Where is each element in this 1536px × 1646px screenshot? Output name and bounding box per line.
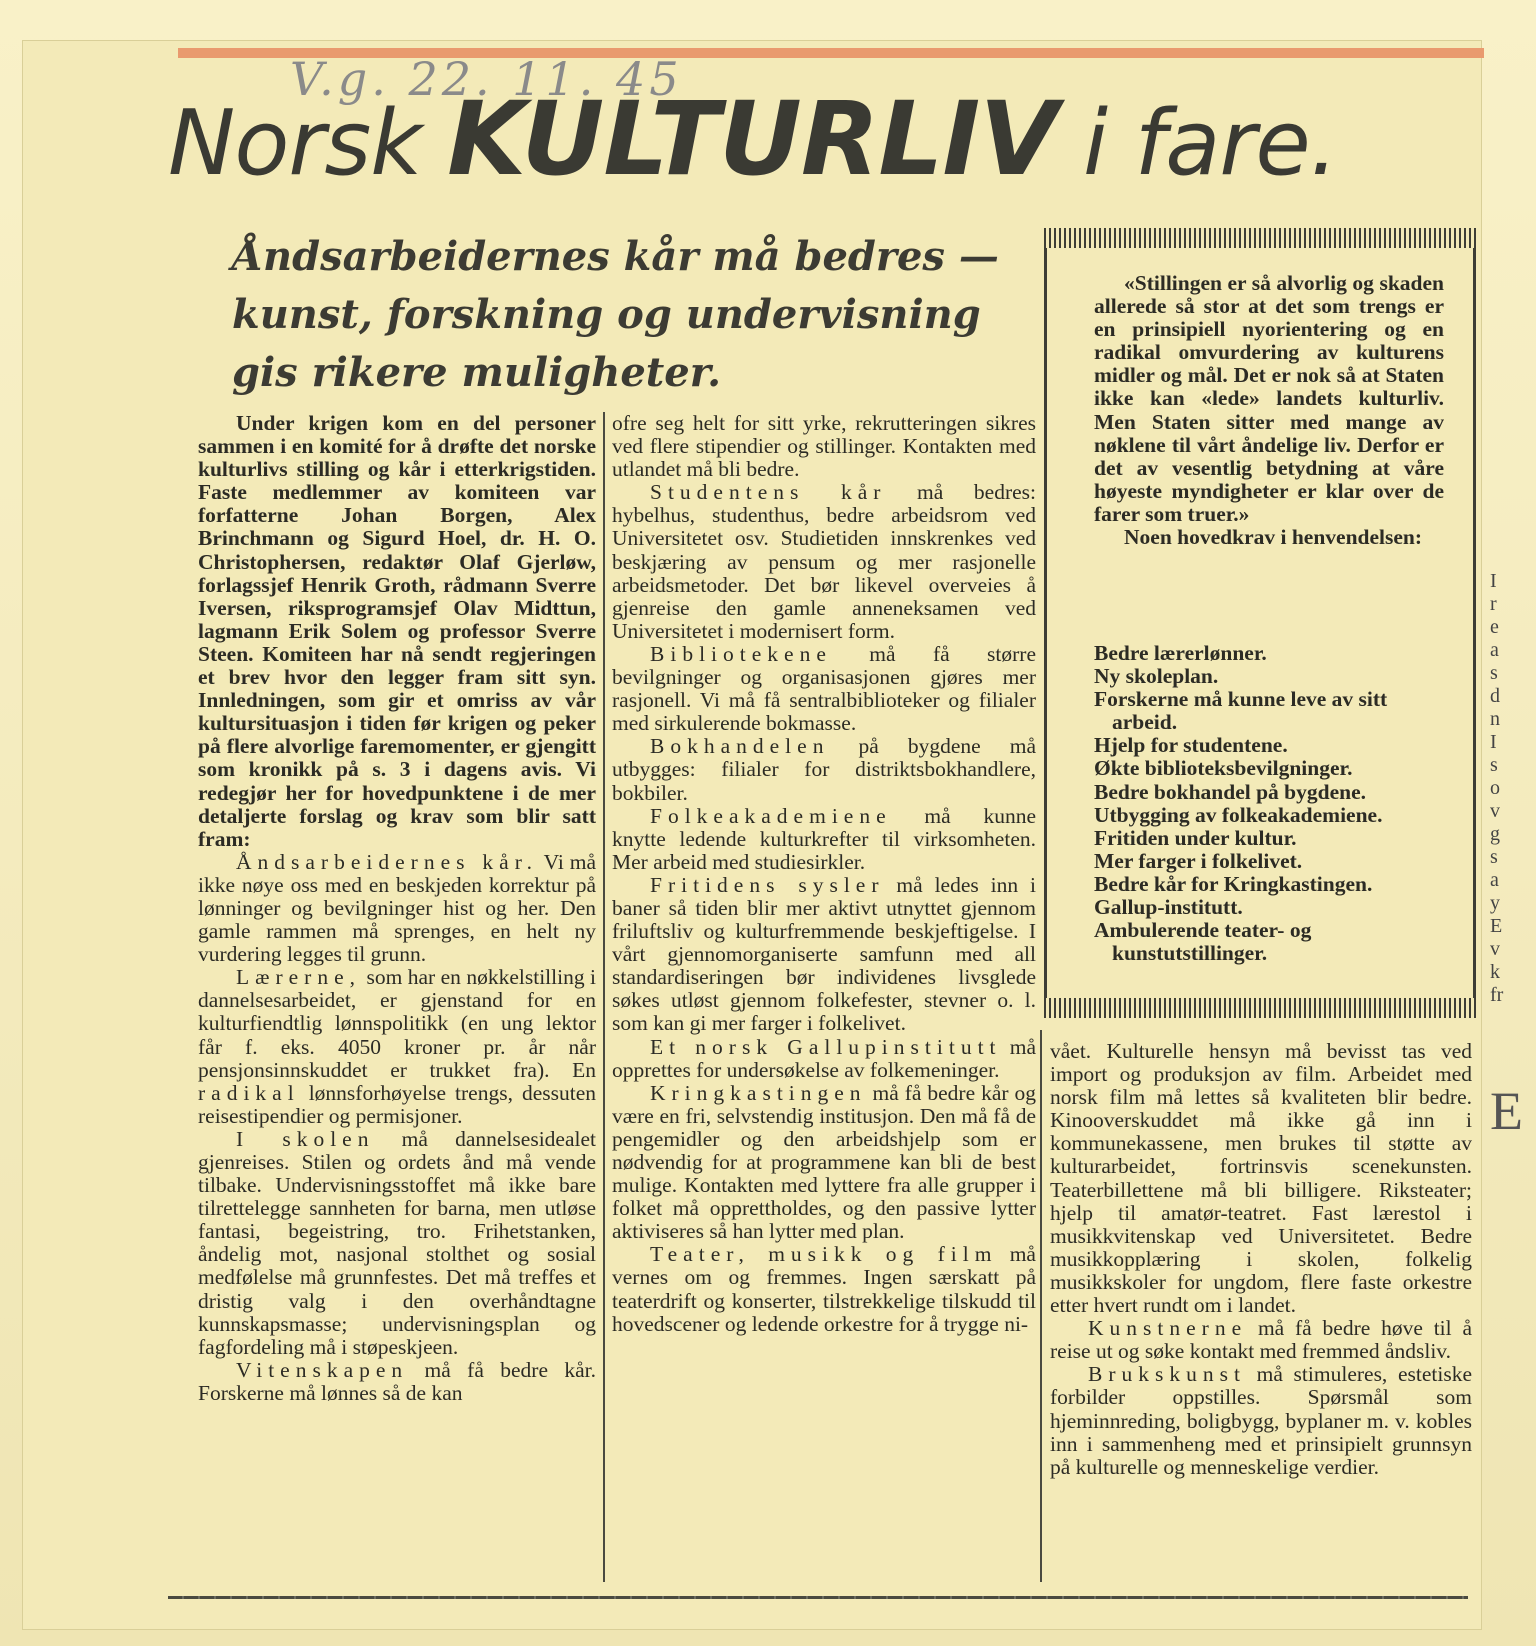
paragraph-skolen: [198, 1128, 596, 1359]
paragraph-text: må stimuleres, estetiske forbilder oppstilles. Spørsmål som hjeminnreding, boligbygg, byplaner m. v. kobles inn i sammenheng med et prinsipielt grunnsyn på kulturelle og menneskelige verdier.: [1050, 1362, 1472, 1479]
subheadline-line-1: Åndsarbeidernes kår må bedres —: [232, 233, 999, 280]
paragraph-text: må dannelsesidealet gjenreises. Stilen og ordets ånd må vende tilbake. Undervisningsstoffet må ikke bare tilrettelegge sannheten for barna, men utløse fantasi, begeistring, tro. Frihetstanken, åndelig mot, nasjonal stolthet og sosial medfølelse må grunnfestes. Det må treffes et dristig valg i den overhåndtagne kunnskapsmasse; undervisningsplan og fagfordeling må i støpeskjeen.: [198, 1126, 596, 1359]
lead-words: Kunstnerne: [1088, 1316, 1248, 1341]
list-item: Mer farger i folkelivet.: [1094, 848, 1303, 873]
paragraph-text: må få bedre høve til å reise ut og søke kontakt med fremmed åndsliv.: [1050, 1316, 1472, 1364]
list-item: Bedre lærerlønner.: [1094, 641, 1267, 665]
highlight-box: [1044, 228, 1476, 1018]
fragment-letter: s: [1490, 662, 1498, 684]
list-item: Bedre bokhandel på bygdene.: [1094, 779, 1367, 804]
paragraph-continued: ofre seg helt for sitt yrke, rekrutteringen sikres ved flere stipendier og stillinger. Kontakten med utlandet må bli bedre.: [612, 411, 1036, 482]
headline-part-1: Norsk: [168, 91, 422, 196]
lead-words: Vitenskapen: [236, 1357, 409, 1382]
lead-words: Teater, musikk og film: [650, 1242, 998, 1267]
box-border-left: [1044, 248, 1047, 998]
fragment-letter: a: [1490, 639, 1499, 661]
lead-words: Bibliotekene: [650, 641, 832, 666]
lead-words: Folkeakademiene: [650, 803, 892, 828]
paragraph-bokhandelen: [612, 735, 1036, 804]
paragraph-bibliotekene: [612, 643, 1036, 735]
lead-words: Et norsk Gallupinstitutt: [650, 1034, 1002, 1059]
fragment-letter: d: [1490, 685, 1500, 707]
adjacent-article-big-letter: E: [1490, 1081, 1523, 1141]
paragraph-text: må kunne knytte ledende kulturkrefter til virksomheten. Mer arbeid med studiesirkler.: [612, 803, 1036, 874]
fragment-letter: v: [1490, 938, 1500, 960]
handwritten-date: V.g. 22. 11. 45: [290, 52, 683, 106]
lead-words: Bokhandelen: [650, 734, 830, 759]
fragment-letter: s: [1490, 754, 1498, 776]
paragraph-text: lønnsforhøyelse trengs, dessuten reisestipendier og permisjoner.: [198, 1080, 596, 1128]
headline-part-3: i fare.: [1082, 91, 1338, 196]
paragraph-text: må ledes inn i baner så tiden blir mer aktivt utnyttet gjennom friluftsliv og kulturfremmende beskjeftigelse. I vårt gjennomorganiserte samfunn med all standardiseringen bør individenes livsglede søkes utløst gjennom folkefester, stevner o. l. som kan gi mer farger i folkelivet.: [612, 872, 1037, 1036]
fragment-letter: fr: [1490, 984, 1504, 1006]
fragment-letter: a: [1490, 869, 1499, 891]
demands-list: [1094, 642, 1454, 965]
paragraph-andsarbeidernes: [198, 851, 596, 966]
paragraph-fritidens: [612, 874, 1036, 1036]
paragraph-text: som har en nøkkelstilling i dannelsesarbeidet, er gjenstand for en kulturfiendtlig lønnspolitikk (en ung lektor får f. eks. 4050 kroner pr. år når pensjonsinnskuddet er trukket fra). En: [198, 965, 596, 1082]
subheadline: [232, 228, 1002, 402]
lead-words: I skolen: [236, 1126, 375, 1151]
paragraph-text: må få bedre kår. Forskerne må lønnes så de kan: [198, 1357, 596, 1405]
column-2: [612, 412, 1036, 1336]
paragraph-teater: [612, 1243, 1036, 1335]
fragment-letter: r: [1490, 593, 1497, 615]
paragraph-kringkastingen: [612, 1082, 1036, 1244]
spaced-word: radikal: [198, 1080, 300, 1105]
column-3: [1050, 1040, 1472, 1479]
paragraph-text: må bedres: hybelhus, studenthus, bedre arbeidsrom ved Universitetet osv. Studietiden innskrenkes ved beskjæring av pensum og mer rasjonelle arbeidsmetoder. Det bør likevel overveies å gjenreise den gamle anneneksamen ved Universitetet i modernisert form.: [612, 480, 1036, 643]
paragraph-laererne: [198, 966, 596, 1128]
box-border-right: [1473, 248, 1476, 998]
lead-words: Åndsarbeidernes kår.: [236, 849, 539, 874]
paragraph-text: Vi må ikke nøye oss med en beskjeden korrektur på lønninger og bevilgninger hist og her. Den gamle rammen må sprenges, en helt ny vurdering legges til grunn.: [198, 849, 596, 967]
lead-words: Brukskunst: [1088, 1362, 1246, 1387]
fragment-letter: s: [1490, 846, 1498, 868]
list-item: Bedre kår for Kringkastingen.: [1094, 871, 1373, 896]
fragment-letter: E: [1490, 915, 1503, 937]
intro-paragraph: Under krigen kom en del personer sammen i en komité for å drøfte det norske kulturlivs stilling og kår i etterkrigstiden. Faste medlemmer av komiteen var forfatterne Johan Borgen, Alex Brinchmann og Sigurd Hoel, dr. H. O. Christophersen, redaktør Olaf Gjerløw, forlagssjef Henrik Groth, rådmann Sverre Iversen, riksprogramsjef Olav Midttun, lagmann Erik Solem og professor Sverre Steen. Komiteen har nå sendt regjeringen et brev hvor den legger fram sitt syn. Innledningen, som gir et omriss av vår kultursituasjon i tiden før krigen og peker på flere alvorlige faremomenter, er gjengitt som kronikk på s. 3 i dagens avis. Vi redegjør her for hovedpunktene i de mer detaljerte forslag og krav som blir satt fram:: [198, 411, 596, 851]
fragment-letter: o: [1490, 777, 1500, 799]
paragraph-folkeakademiene: [612, 805, 1036, 874]
adjacent-article-fragment: [1490, 570, 1532, 1007]
list-item: Ny skoleplan.: [1094, 664, 1219, 689]
headline: [168, 80, 1488, 210]
subheadline-line-3: gis rikere muligheter.: [232, 349, 722, 396]
fragment-letter: g: [1490, 823, 1500, 845]
fragment-letter: I: [1490, 570, 1497, 592]
paragraph-vitenskapen: [198, 1359, 596, 1405]
list-item: Ambulerende teater- og kunstutstillinger.: [1094, 918, 1312, 966]
paragraph-brukskunst: [1050, 1363, 1472, 1478]
paragraph-text: må vernes om og fremmes. Ingen særskatt på teaterdrift og konserter, tilstrekkelige tilskudd til hovedscener og ledende orkestre for å trygge ni-: [612, 1242, 1036, 1336]
fragment-letter: v: [1490, 800, 1500, 822]
box-quote: [1094, 272, 1444, 549]
demands-intro: Noen hovedkrav i henvendelsen:: [1124, 525, 1423, 550]
fragment-letter: n: [1490, 708, 1500, 730]
paragraph-kunstnerne: [1050, 1317, 1472, 1363]
paragraph-text: må få bedre kår og være en fri, selvstendig institusjon. Den må få de pengemidler og den arbeidshjelp som er nødvendig for at programmene kan bli de best mulige. Kontakten med lyttere fra alle grupper i folket må opprettholdes, og den passive lytter aktiviseres så han lytter med plan.: [612, 1080, 1036, 1244]
list-item: Økte biblioteksbevilgninger.: [1094, 756, 1353, 781]
paragraph-text: på bygdene må utbygges: filialer for distriktsbokhandlere, bokbiler.: [612, 734, 1036, 805]
bottom-rule: [168, 1596, 1468, 1599]
list-item: Gallup-institutt.: [1094, 895, 1243, 920]
quote-text: «Stillingen er så alvorlig og skaden allerede så stor at det som trengs er en prinsipiell nyorientering og en radikal omvurdering av kulturens midler og mål. Det er nok så at Staten ikke kan «lede» landets kulturliv. Men Staten sitter med mange av nøklene til vårt åndelige liv. Derfor er det av vesentlig betydning at våre høyeste myndigheter er klar over de farer som truer.»: [1094, 271, 1444, 526]
lead-words: Kringkastingen: [650, 1080, 867, 1105]
column-divider-2: [1040, 1030, 1042, 1582]
list-item: Hjelp for studentene.: [1094, 733, 1288, 758]
headline-part-2: KULTURLIV: [447, 80, 1058, 199]
fragment-letter: k: [1490, 961, 1500, 983]
list-item: Fritiden under kultur.: [1094, 825, 1297, 850]
paragraph-text: må opprettes for undersøkelse av folkemeninger.: [612, 1034, 1036, 1082]
paragraph-text: må få større bevilgninger og organisasjonen gjøres mer rasjonell. Vi må få sentralbiblioteker og filialer med sirkulerende bokmasse.: [612, 641, 1036, 736]
column-1: [198, 412, 596, 1405]
column-divider-1: [603, 412, 605, 1582]
box-border-bottom: [1044, 998, 1476, 1018]
list-item: Utbygging av folkeakademiene.: [1094, 802, 1383, 827]
fragment-letter: y: [1490, 892, 1500, 914]
paragraph-studentens: [612, 481, 1036, 643]
fragment-letter: e: [1490, 616, 1499, 638]
lead-words: Studentens kår: [650, 480, 887, 505]
paragraph-gallup: [612, 1036, 1036, 1082]
paragraph-continued: vået. Kulturelle hensyn må bevisst tas ved import og produksjon av film. Arbeidet med norsk film må lettes så kvaliteten blir bedre. Kinooverskuddet må ikke gå inn i kommunekassene, men brukes til støtte av kulturarbeidet, fortrinsvis scenekunsten. Teaterbillettene må bli billigere. Riksteater; hjelp til amatør-teatret. Fast lærestol i musikkvitenskap ved Universitetet. Bedre musikkopplæring i skolen, folkelig musikkskoler for ungdom, flere faste orkestre etter hvert rundt om i landet.: [1050, 1039, 1472, 1318]
list-item: Forskerne må kunne leve av sitt arbeid.: [1094, 687, 1388, 735]
fragment-letter: I: [1490, 731, 1497, 753]
subheadline-line-2: kunst, forskning og undervisning: [232, 291, 981, 338]
box-border-top: [1044, 228, 1476, 248]
lead-words: Lærerne,: [236, 965, 362, 990]
lead-words: Fritidens sysler: [650, 872, 885, 897]
